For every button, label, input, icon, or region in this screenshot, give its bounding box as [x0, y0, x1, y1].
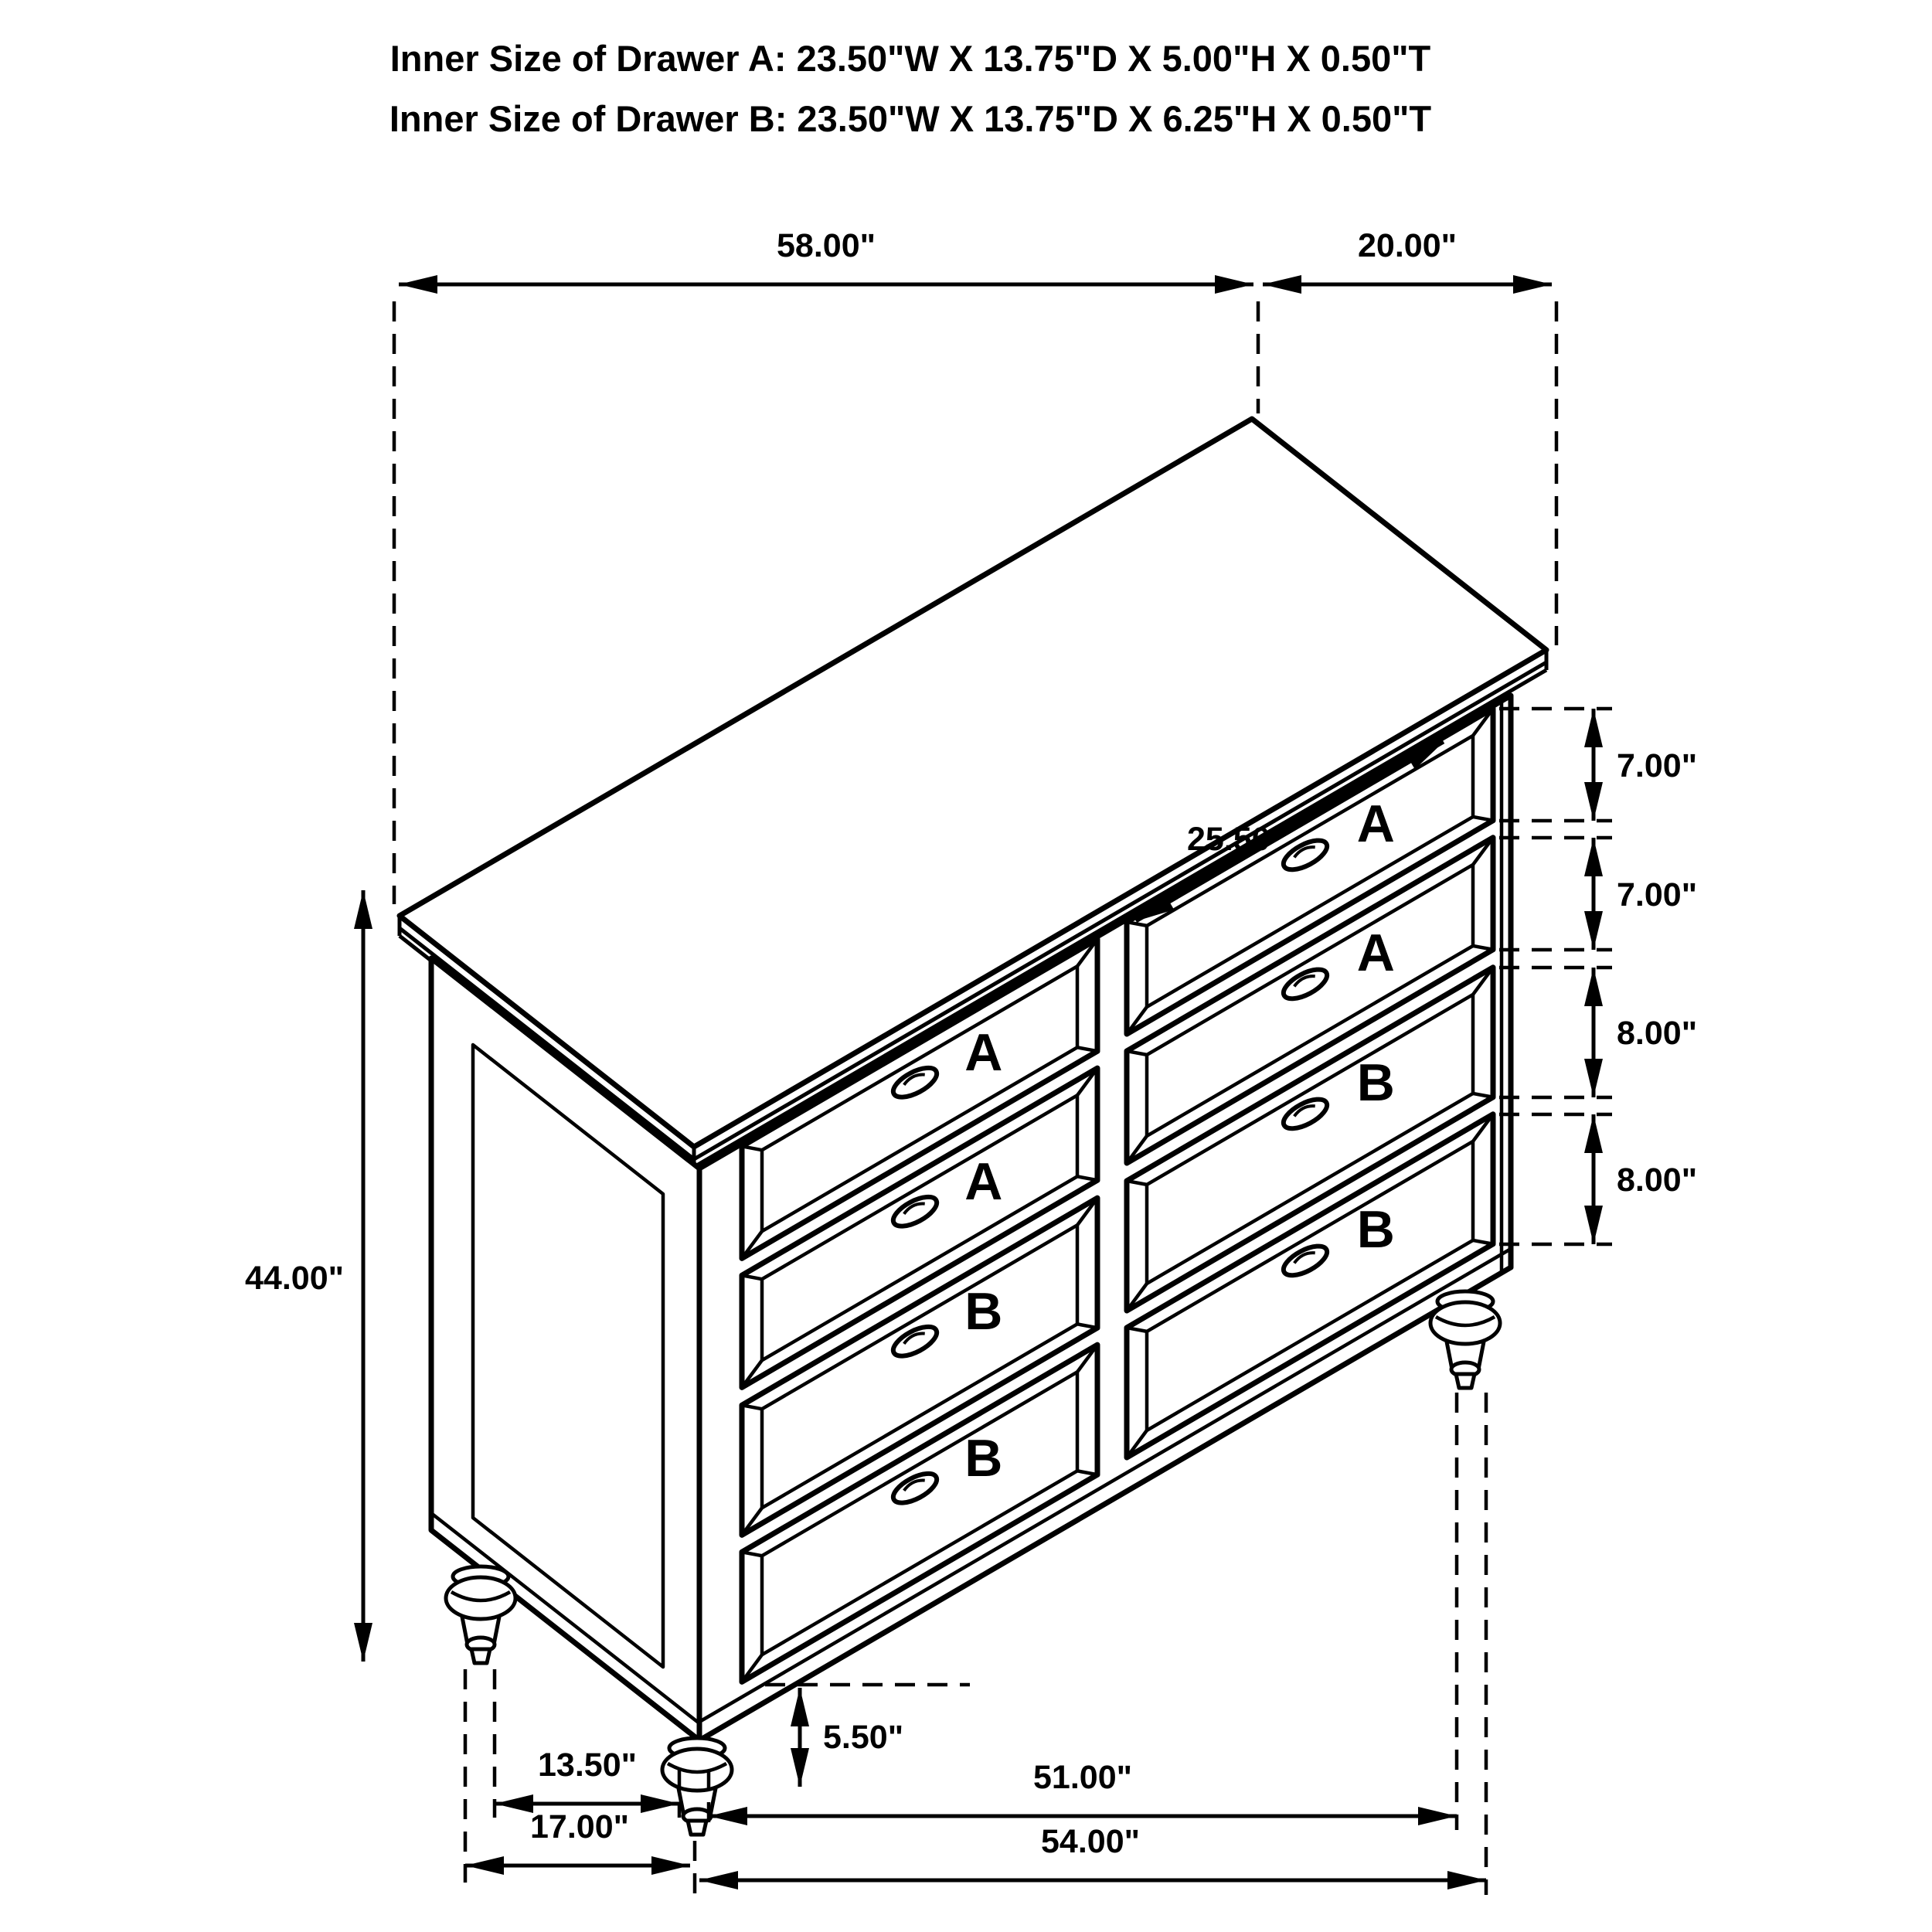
dim-label-1350: 13.50" — [538, 1747, 637, 1784]
dim-foot-span-width — [709, 1759, 1457, 1816]
dim-label-20: 20.00" — [1358, 227, 1457, 264]
dim-label-58: 58.00" — [777, 227, 876, 264]
drawer-letter: B — [964, 1281, 1003, 1341]
dim-label-7-2: 7.00" — [1617, 876, 1698, 913]
leg-right — [1430, 1291, 1500, 1388]
dim-label-2550: 25.50" — [1187, 821, 1286, 858]
dim-label-5100: 51.00" — [1033, 1759, 1132, 1796]
dim-label-5400: 54.00" — [1041, 1823, 1140, 1860]
dim-label-8-2: 8.00" — [1617, 1162, 1698, 1199]
drawer-letter: B — [964, 1428, 1003, 1488]
dim-label-7-1: 7.00" — [1617, 747, 1698, 784]
drawer-letter: B — [1356, 1053, 1395, 1113]
dim-label-1700: 17.00" — [530, 1808, 629, 1845]
leg-center — [662, 1738, 732, 1835]
title-drawer-b: Inner Size of Drawer B: 23.50"W X 13.75"D X 6.25"H X 0.50"T — [389, 98, 1432, 139]
dim-leg-height — [765, 1685, 970, 1787]
dim-foot-inset-depth — [495, 1747, 679, 1804]
dresser-drawing — [400, 419, 1546, 1835]
dim-overall-height — [245, 890, 363, 1662]
dim-side-foot-depth — [465, 1808, 690, 1866]
dim-drawer-heights — [1499, 709, 1697, 1244]
dim-label-550: 5.50" — [823, 1719, 904, 1756]
drawer-letter: A — [964, 1151, 1003, 1211]
drawer-letter: A — [1356, 923, 1395, 983]
dim-base-front-width — [699, 1823, 1486, 1880]
dim-overall-width — [399, 227, 1253, 284]
drawer-letter: A — [1356, 794, 1395, 854]
leg-left — [446, 1566, 515, 1663]
dim-label-44: 44.00" — [245, 1260, 344, 1297]
title-drawer-a: Inner Size of Drawer A: 23.50"W X 13.75"D X 5.00"H X 0.50"T — [389, 38, 1431, 79]
dim-label-8-1: 8.00" — [1617, 1015, 1698, 1052]
drawer-letter: B — [1356, 1200, 1395, 1260]
dim-overall-depth — [1263, 227, 1552, 284]
drawer-letter: A — [964, 1022, 1003, 1082]
